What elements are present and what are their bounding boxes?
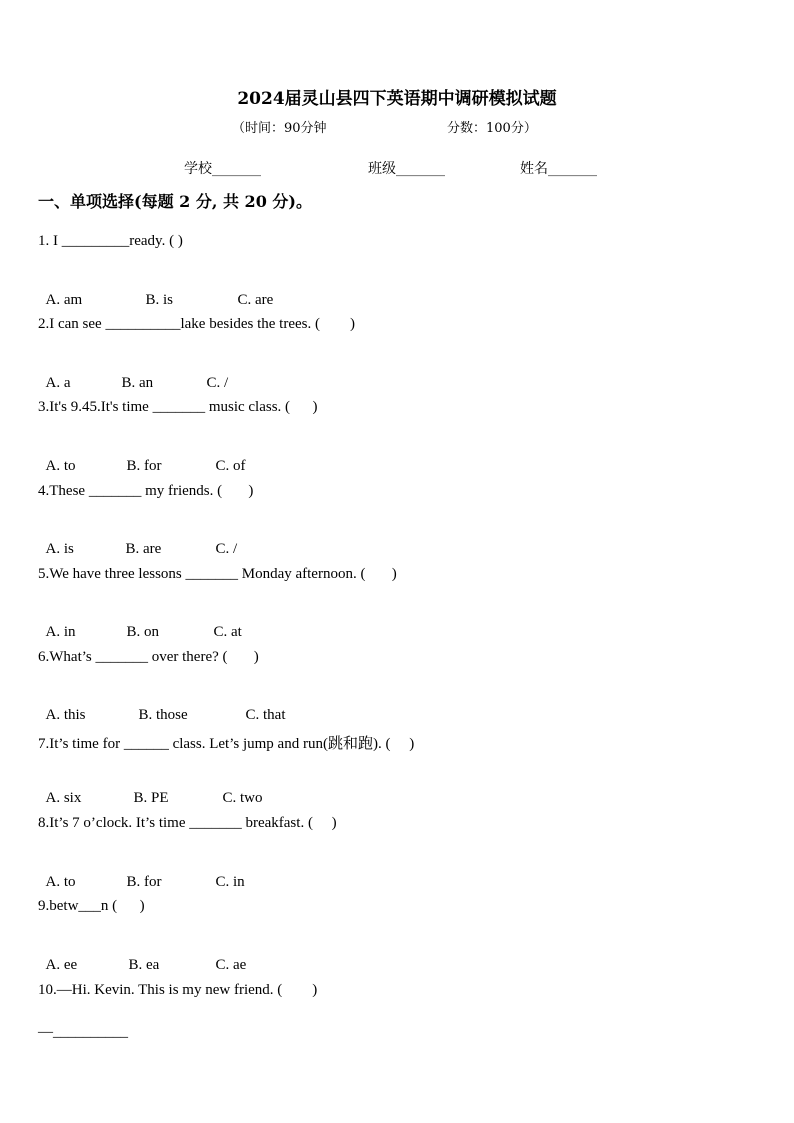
question-10-stem: 10.—Hi. Kevin. This is my new friend. ( )	[38, 982, 318, 998]
question-4-options	[38, 524, 237, 558]
option-b: B. for	[126, 458, 162, 474]
exam-subtitle	[232, 117, 537, 136]
option-c: C. /	[206, 375, 229, 391]
option-a: A. ee	[45, 957, 78, 973]
option-c: C. are	[237, 292, 274, 308]
option-a: A. six	[45, 790, 82, 806]
option-a: A. to	[45, 458, 76, 474]
option-b: B. on	[126, 624, 160, 640]
option-b: B. for	[126, 874, 162, 890]
option-c: C. at	[213, 624, 242, 640]
class-field: 班级_______	[368, 161, 445, 177]
option-c: C. /	[215, 541, 238, 557]
option-c: C. of	[215, 458, 246, 474]
exam-score: 分数：100分）	[447, 121, 537, 136]
option-c: C. ae	[215, 957, 247, 973]
option-a: A. this	[45, 707, 86, 723]
question-9-options	[38, 940, 246, 974]
question-5-options	[38, 607, 242, 641]
question-7-options	[38, 773, 263, 807]
exam-time: （时间：90分钟	[232, 121, 327, 136]
option-c: C. two	[222, 790, 263, 806]
option-a: A. in	[45, 624, 76, 640]
option-b: B. an	[121, 375, 154, 391]
exam-title: 2024届灵山县四下英语期中调研模拟试题	[237, 89, 557, 109]
option-a: A. is	[45, 541, 74, 557]
question-4-stem: 4.These _______ my friends. ( )	[38, 483, 254, 499]
option-c: C. in	[215, 874, 245, 890]
question-3-options	[38, 441, 246, 475]
question-7-stem: 7.It’s time for ______ class. Let’s jump and run(跳和跑). ( )	[38, 736, 415, 752]
option-a: A. to	[45, 874, 76, 890]
option-b: B. PE	[133, 790, 169, 806]
option-b: B. is	[145, 292, 174, 308]
option-b: B. are	[125, 541, 162, 557]
school-field: 学校_______	[184, 161, 261, 177]
question-2-options	[38, 358, 228, 392]
name-field: 姓名_______	[520, 161, 597, 177]
question-2-stem: 2.I can see __________lake besides the trees. ( )	[38, 316, 355, 332]
option-a: A. am	[45, 292, 83, 308]
question-6-options	[38, 690, 286, 724]
question-6-stem: 6.What’s _______ over there? ( )	[38, 649, 259, 665]
question-8-options	[38, 857, 245, 891]
option-b: B. those	[138, 707, 188, 723]
question-10-answer-line: —__________	[38, 1024, 128, 1040]
question-9-stem: 9.betw___n ( )	[38, 898, 145, 914]
question-3-stem: 3.It's 9.45.It's time _______ music class. ( )	[38, 399, 318, 415]
question-1-options	[38, 275, 273, 309]
option-c: C. that	[245, 707, 286, 723]
section-heading: 一、单项选择(每题 2 分, 共 20 分)。	[38, 192, 312, 211]
option-a: A. a	[45, 375, 71, 391]
option-b: B. ea	[128, 957, 160, 973]
question-1-stem: 1. I _________ready. ( )	[38, 233, 183, 249]
question-5-stem: 5.We have three lessons _______ Monday afternoon. ( )	[38, 566, 397, 582]
question-8-stem: 8.It’s 7 o’clock. It’s time _______ breakfast. ( )	[38, 815, 337, 831]
